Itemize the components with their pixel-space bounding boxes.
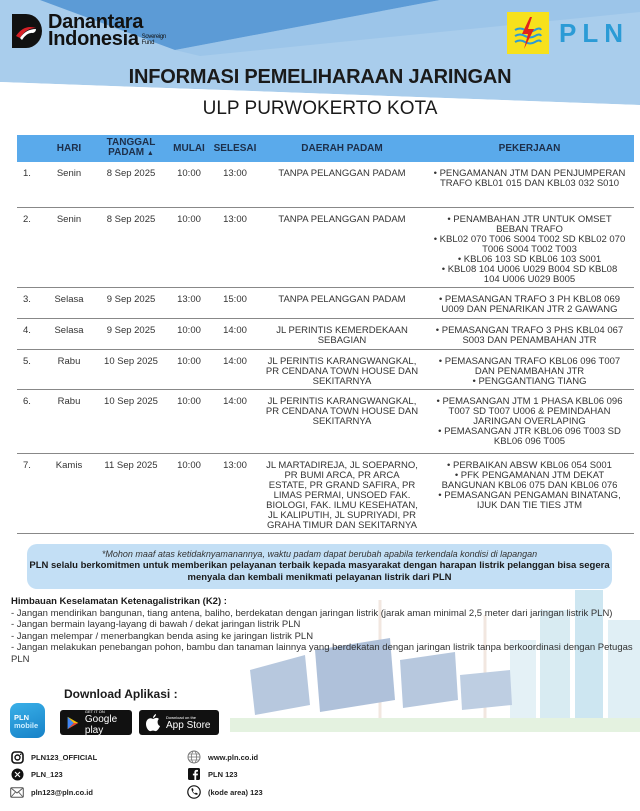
fund-line1: Sovereign	[141, 34, 166, 40]
pekerjaan-item: • PENAMBAHAN JTR UNTUK OMSET BEBAN TRAFO	[447, 213, 612, 235]
download-label: Download Aplikasi :	[64, 687, 178, 701]
table-row	[17, 287, 634, 318]
row-tanggal: 9 Sep 2025	[95, 318, 167, 349]
pekerjaan-item: • PENGAMANAN JTM DAN PENJUMPERAN TRAFO KBL01 015 DAN KBL03 032 S010	[433, 168, 626, 189]
row-daerah-padam: JL MARTADIREJA, JL SOEPARNO, PR BUMI ARCA, PR ARCA ESTATE, PR GRAND SAFIRA, PR LIMAS PERMAI, UNSOED FAK. BIOLOGI, FAK. ILMU KESEHATAN, JL KALIPUTIH, JL SUPRIYADI, PR GRAHA TIMUR DAN SEKITARNYA	[259, 453, 425, 533]
fund-line2: Fund	[141, 40, 155, 46]
google-play-button[interactable]	[60, 710, 132, 735]
danantara-logo	[12, 11, 166, 50]
row-number: 4.	[17, 318, 43, 349]
globe-icon	[187, 750, 201, 764]
col-hari[interactable]: HARI	[43, 135, 95, 162]
safety-advice	[11, 596, 636, 665]
row-number: 7.	[17, 453, 43, 533]
row-hari: Senin	[43, 162, 95, 207]
safety-item: - Jangan mendirikan bangunan, tiang antena, baliho, berdekatan dengan jaringan listrik (jarak aman minimal 2,5 meter dari jaringan listrik PLN)	[11, 607, 613, 619]
row-tanggal: 10 Sep 2025	[95, 389, 167, 453]
row-tanggal: 10 Sep 2025	[95, 349, 167, 389]
page-subtitle: ULP PURWOKERTO KOTA	[202, 98, 438, 119]
pln-mobile-line1: PLN	[14, 713, 29, 722]
safety-item: - Jangan melakukan penebangan pohon, bambu dan tanaman lainnya yang berdekatan dengan jaringan listrik tanpa berkoordinasi dengan Petugas PLN	[11, 642, 633, 665]
pekerjaan-item: • KBL02 070 T006 S004 T002 SD KBL02 070 T006 S004 T002 T003	[433, 233, 626, 255]
contact-x[interactable]	[10, 767, 63, 781]
row-pekerjaan	[425, 349, 634, 389]
contact-website[interactable]	[187, 750, 258, 764]
pekerjaan-item: • PEMASANGAN TRAFO 3 PH KBL08 069 U009 DAN PENARIKAN JTR 2 GAWANG	[438, 293, 621, 315]
notice-disclaimer: *Mohon maaf atas ketidaknyamanannya, waktu padam dapat berubah apabila terkendala kondisi di lapangan	[101, 549, 538, 559]
table-header-row	[17, 135, 634, 162]
google-play-small: GET IT ON	[84, 709, 105, 714]
row-tanggal: 9 Sep 2025	[95, 287, 167, 318]
pekerjaan-item: • KBL08 104 U006 U029 B004 SD KBL08 104 U006 U029 B005	[441, 263, 618, 285]
safety-item: - Jangan melempar / menerbangkan benda asing ke jaringan listrik PLN	[11, 630, 314, 642]
page-title: INFORMASI PEMELIHARAAN JARINGAN	[128, 66, 512, 88]
instagram-icon	[10, 750, 24, 764]
contact-text: pln123@pln.co.id	[31, 787, 93, 797]
row-mulai: 10:00	[167, 207, 211, 287]
pekerjaan-item: • PEMASANGAN TRAFO 3 PHS KBL04 067 S003 DAN PENAMBAHAN JTR	[435, 324, 624, 346]
col-pekerjaan[interactable]: PEKERJAAN	[425, 135, 634, 162]
col-mulai[interactable]: MULAI	[167, 135, 211, 162]
contact-text: PLN 123	[208, 769, 238, 779]
safety-title: Himbauan Keselamatan Ketenagalistrikan (K2) :	[11, 596, 227, 607]
pekerjaan-item: • PERBAIKAN ABSW KBL06 054 S001	[447, 459, 612, 471]
row-pekerjaan	[425, 207, 634, 287]
col-daerah-padam[interactable]: DAERAH PADAM	[259, 135, 425, 162]
safety-item: - Jangan bermain layang-layang di bawah / dekat jaringan listrik PLN	[11, 619, 301, 630]
contact-text: PLN_123	[31, 769, 63, 779]
row-hari: Senin	[43, 207, 95, 287]
pekerjaan-item: • PEMASANGAN JTR KBL06 096 T003 SD KBL06 096 T005	[438, 425, 621, 447]
notice-box	[27, 544, 612, 589]
contact-text: PLN123_OFFICIAL	[31, 752, 98, 762]
row-mulai: 10:00	[167, 453, 211, 533]
pekerjaan-item: • PEMASANGAN PENGAMAN BINATANG, IJUK DAN TIE TIES JTM	[438, 489, 621, 511]
pln-logo	[507, 12, 629, 54]
contact-email[interactable]	[10, 785, 93, 799]
contact-text: www.pln.co.id	[208, 752, 259, 762]
col-no	[17, 135, 43, 162]
pln-mobile-app-icon[interactable]	[10, 703, 45, 738]
row-hari: Rabu	[43, 389, 95, 453]
row-selesai: 14:00	[211, 349, 259, 389]
apple-icon	[145, 714, 161, 732]
row-mulai: 10:00	[167, 318, 211, 349]
maintenance-table	[17, 135, 634, 534]
pekerjaan-item: • KBL06 103 SD KBL06 103 S001	[457, 253, 602, 265]
table-row	[17, 453, 634, 533]
col-selesai[interactable]: SELESAI	[211, 135, 259, 162]
row-daerah-padam: JL PERINTIS KEMERDEKAAN SEBAGIAN	[259, 318, 425, 349]
row-number: 6.	[17, 389, 43, 453]
table-row	[17, 389, 634, 453]
row-pekerjaan	[425, 287, 634, 318]
row-mulai: 13:00	[167, 287, 211, 318]
pekerjaan-item: • PEMASANGAN TRAFO KBL06 096 T007 DAN PENAMBAHAN JTR	[438, 355, 621, 377]
email-icon	[10, 785, 24, 799]
row-mulai: 10:00	[167, 349, 211, 389]
pekerjaan-item: • PENGGANTIANG TIANG	[472, 375, 587, 387]
x-twitter-icon	[10, 767, 24, 781]
row-mulai: 10:00	[167, 162, 211, 207]
row-selesai: 13:00	[211, 162, 259, 207]
col-tanggal-padam[interactable]	[95, 135, 167, 162]
row-hari: Selasa	[43, 287, 95, 318]
contact-text: (kode area) 123	[208, 787, 263, 797]
row-mulai: 10:00	[167, 389, 211, 453]
row-selesai: 13:00	[211, 207, 259, 287]
sort-ascending-icon[interactable]: ▲	[146, 150, 154, 157]
row-selesai: 14:00	[211, 318, 259, 349]
google-play-label: Google play	[84, 714, 118, 736]
row-selesai: 13:00	[211, 453, 259, 533]
google-play-icon	[65, 714, 81, 732]
row-number: 5.	[17, 349, 43, 389]
danantara-indonesia: Indonesia	[48, 28, 139, 50]
row-tanggal: 11 Sep 2025	[95, 453, 167, 533]
row-number: 3.	[17, 287, 43, 318]
row-selesai: 14:00	[211, 389, 259, 453]
pln-lightning-icon	[507, 12, 549, 54]
pln-wordmark: PLN	[559, 17, 629, 48]
table-row	[17, 318, 634, 349]
contact-facebook[interactable]	[187, 767, 238, 781]
row-daerah-padam: TANPA PELANGGAN PADAM	[259, 207, 425, 287]
danantara-name: Danantara	[48, 11, 144, 33]
contact-phone[interactable]	[187, 785, 263, 799]
row-selesai: 15:00	[211, 287, 259, 318]
row-hari: Rabu	[43, 349, 95, 389]
col-tanggal-line1: TANGGAL	[106, 137, 156, 148]
table-row	[17, 207, 634, 287]
row-daerah-padam: TANPA PELANGGAN PADAM	[259, 287, 425, 318]
row-hari: Kamis	[43, 453, 95, 533]
row-number: 1.	[17, 162, 43, 207]
row-pekerjaan	[425, 162, 634, 207]
app-store-label: App Store	[166, 719, 211, 731]
phone-icon	[187, 785, 201, 799]
pln-mobile-line2: mobile	[14, 721, 39, 730]
row-tanggal: 8 Sep 2025	[95, 162, 167, 207]
col-tanggal-line2: PADAM	[108, 147, 145, 158]
row-daerah-padam: JL PERINTIS KARANGWANGKAL, PR CENDANA TOWN HOUSE DAN SEKITARNYA	[259, 349, 425, 389]
app-store-button[interactable]	[139, 710, 219, 735]
row-tanggal: 8 Sep 2025	[95, 207, 167, 287]
app-store-small: Download on the	[166, 714, 197, 720]
row-pekerjaan	[425, 389, 634, 453]
pekerjaan-item: • PFK PENGAMANAN JTM DEKAT BANGUNAN KBL06 075 DAN KBL06 076	[441, 469, 618, 491]
row-daerah-padam: JL PERINTIS KARANGWANGKAL, PR CENDANA TOWN HOUSE DAN SEKITARNYA	[259, 389, 425, 453]
row-number: 2.	[17, 207, 43, 287]
row-pekerjaan	[425, 318, 634, 349]
facebook-icon	[187, 767, 201, 781]
contact-instagram[interactable]	[10, 750, 97, 764]
row-daerah-padam: TANPA PELANGGAN PADAM	[259, 162, 425, 207]
table-row	[17, 349, 634, 389]
pekerjaan-item: • PEMASANGAN JTM 1 PHASA KBL06 096 T007 SD T007 U006 & PEMINDAHAN JARINGAN OVERLAPING	[436, 395, 623, 427]
row-pekerjaan	[425, 453, 634, 533]
row-hari: Selasa	[43, 318, 95, 349]
notice-commitment: PLN selalu berkomitmen untuk memberikan pelayanan terbaik kepada masyarakat dengan harapan listrik pelanggan bisa segera menyala dan kembali menikmati pelayanan listrik dari PLN	[29, 560, 610, 583]
danantara-mark-icon	[12, 14, 42, 48]
table-row	[17, 162, 634, 207]
